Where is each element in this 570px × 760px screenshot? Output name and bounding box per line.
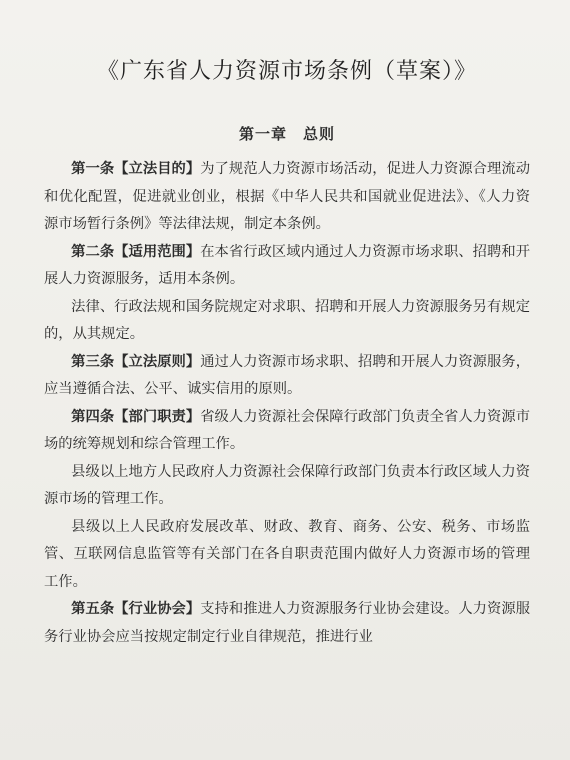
article-text: 在本省行政区域内通过人力资源市场求职、招聘和开展人力资源服务，适用本条例。 bbox=[44, 243, 530, 287]
article-paragraph: 县级以上人民政府发展改革、财政、教育、商务、公安、税务、市场监管、互联网信息监管等有关部门在各自职责范围内做好人力资源市场的管理工作。 bbox=[44, 518, 530, 590]
article-text: 省级人力资源社会保障行政部门负责全省人力资源市场的统筹规划和综合管理工作。 bbox=[44, 408, 530, 452]
article-paragraph bbox=[44, 596, 530, 651]
article-text: 通过人力资源市场求职、招聘和开展人力资源服务，应当遵循合法、公平、诚实信用的原则。 bbox=[44, 353, 530, 397]
article-label: 第五条【行业协会】 bbox=[71, 601, 201, 617]
article-label: 第四条【部门职责】 bbox=[71, 408, 201, 425]
article-paragraph bbox=[44, 349, 530, 404]
article-paragraph bbox=[44, 239, 530, 294]
article-paragraph bbox=[44, 404, 530, 459]
article-paragraph: 法律、行政法规和国务院规定对求职、招聘和开展人力资源服务另有规定的，从其规定。 bbox=[44, 298, 530, 342]
article-text: 为了规范人力资源市场活动，促进人力资源合理流动和优化配置，促进就业创业，根据《中华人民共和国就业促进法》、《人力资源市场暂行条例》等法律法规，制定本条例。 bbox=[44, 161, 530, 232]
article-text: 支持和推进人力资源服务行业协会建设。人力资源服务行业协会应当按规定制定行业自律规范，推进行业 bbox=[44, 601, 530, 645]
article-label: 第二条【适用范围】 bbox=[71, 243, 201, 260]
document-title: 《广东省人力资源市场条例（草案）》 bbox=[96, 59, 477, 84]
article-paragraph: 县级以上地方人民政府人力资源社会保障行政部门负责本行政区域人力资源市场的管理工作。 bbox=[44, 463, 530, 507]
chapter-heading: 第一章 总则 bbox=[238, 125, 335, 143]
article-label: 第一条【立法目的】 bbox=[71, 161, 201, 177]
article-label: 第三条【立法原则】 bbox=[71, 353, 201, 370]
article-paragraph bbox=[44, 156, 530, 239]
